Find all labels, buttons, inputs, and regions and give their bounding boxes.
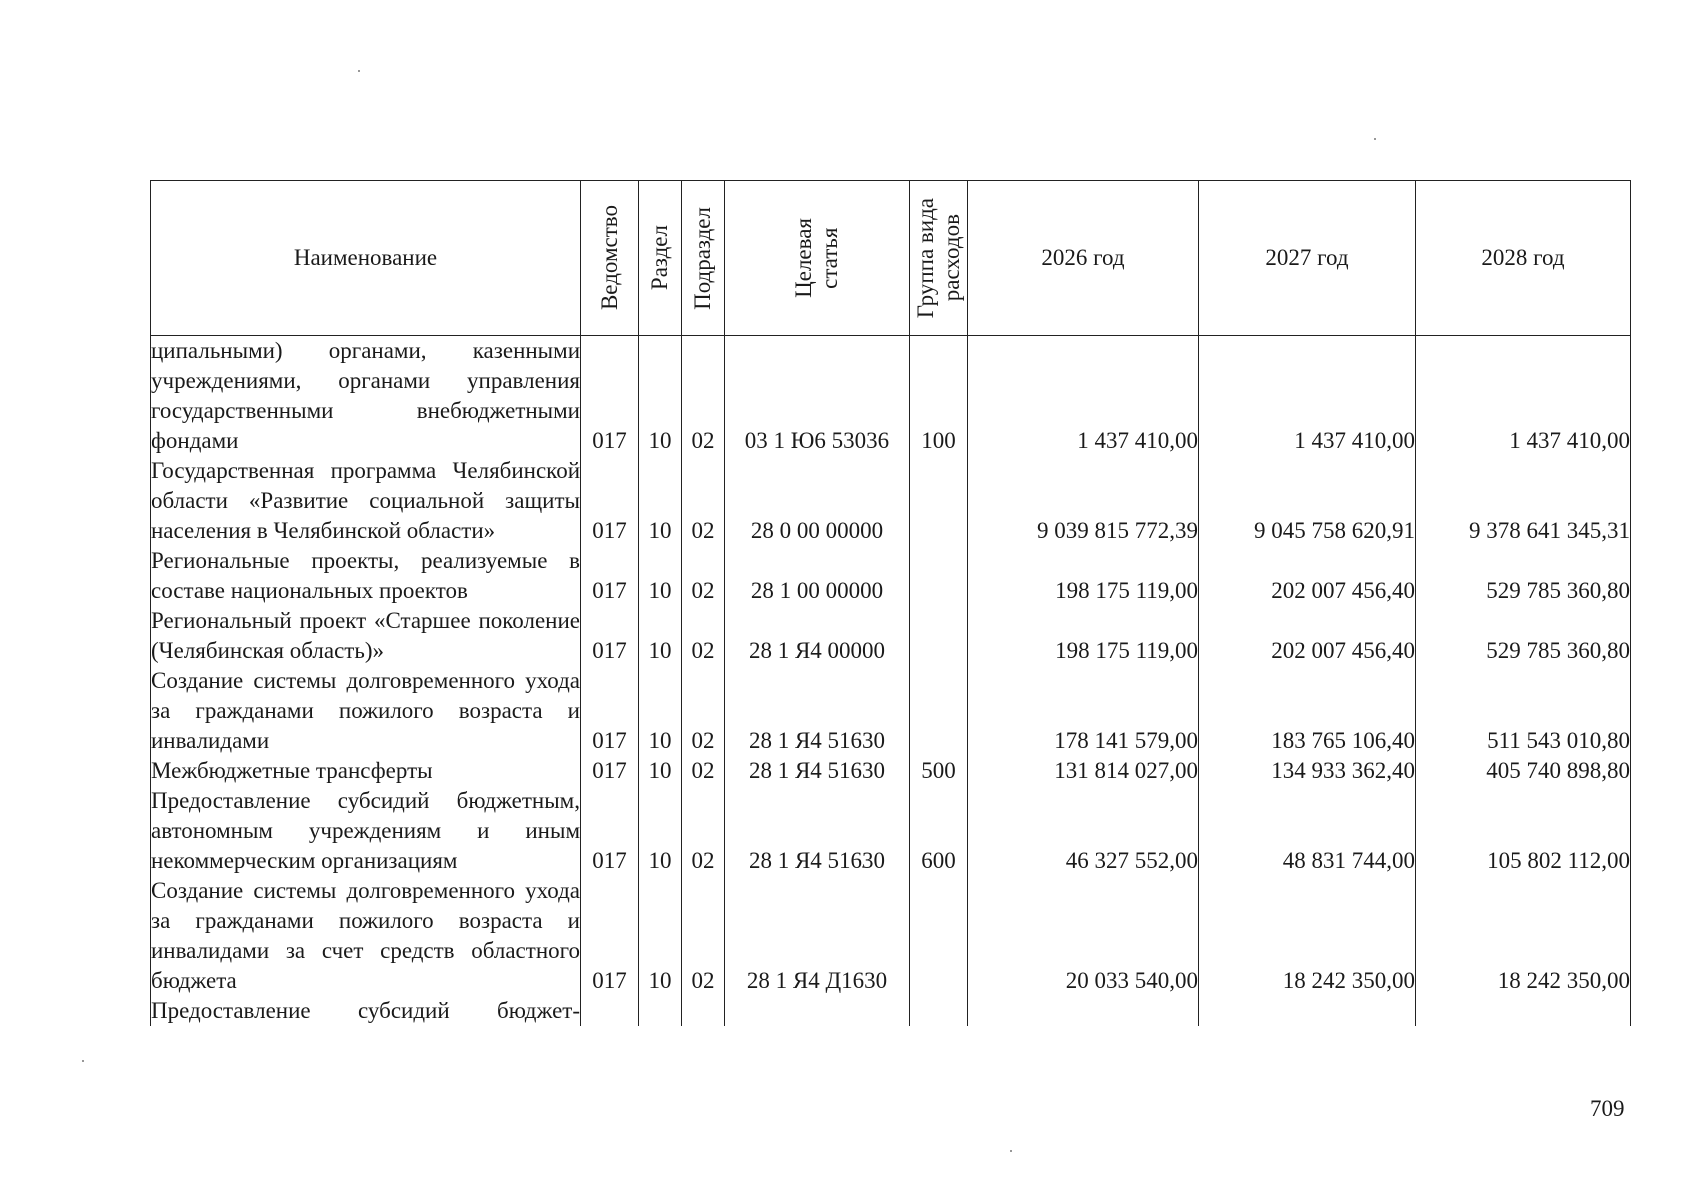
row-name: Предоставление субсидий бюджетным, автономным учреждениям и иным некоммерческим организациям (151, 786, 581, 876)
row-target-item: 28 1 Я4 51630 (725, 756, 910, 786)
table-header (151, 181, 1631, 336)
header-expense-group: Группа вида расходов (910, 181, 968, 336)
row-name: ципальными) органами, казенными учреждениями, органами управления государственными внебюджетными фондами (151, 336, 581, 457)
scan-speck (82, 1060, 84, 1062)
page-number: 709 (1590, 1096, 1625, 1121)
row-amount-2026: 198 175 119,00 (968, 546, 1199, 606)
row-department: 017 (581, 606, 639, 666)
row-department (581, 996, 639, 1026)
row-amount-2028: 105 802 112,00 (1416, 786, 1631, 876)
row-subsection: 02 (682, 876, 725, 996)
row-target-item (725, 996, 910, 1026)
header-year-2026: 2026 год (968, 181, 1199, 336)
header-section: Раздел (639, 181, 682, 336)
row-amount-2026 (968, 996, 1199, 1026)
row-target-item: 28 0 00 00000 (725, 456, 910, 546)
row-amount-2027: 18 242 350,00 (1199, 876, 1416, 996)
scan-speck (1374, 138, 1376, 140)
table-row (151, 666, 1631, 756)
table-row (151, 336, 1631, 457)
row-expense-group (910, 456, 968, 546)
row-department: 017 (581, 546, 639, 606)
row-amount-2026: 46 327 552,00 (968, 786, 1199, 876)
row-section: 10 (639, 666, 682, 756)
row-name: Создание системы долговременного ухода за гражданами пожилого возраста и инвалидами (151, 666, 581, 756)
row-section (639, 996, 682, 1026)
table-row (151, 786, 1631, 876)
header-name: Наименование (151, 181, 581, 336)
row-target-item: 03 1 Ю6 53036 (725, 336, 910, 457)
row-name: Государственная программа Челябинской области «Развитие социальной защиты населения в Челябинской области» (151, 456, 581, 546)
row-amount-2028: 9 378 641 345,31 (1416, 456, 1631, 546)
row-amount-2026: 178 141 579,00 (968, 666, 1199, 756)
row-amount-2026: 1 437 410,00 (968, 336, 1199, 457)
row-subsection (682, 996, 725, 1026)
row-subsection: 02 (682, 756, 725, 786)
row-amount-2027: 9 045 758 620,91 (1199, 456, 1416, 546)
row-section: 10 (639, 336, 682, 457)
row-subsection: 02 (682, 666, 725, 756)
header-year-2028: 2028 год (1416, 181, 1631, 336)
row-department: 017 (581, 456, 639, 546)
row-section: 10 (639, 876, 682, 996)
row-section: 10 (639, 456, 682, 546)
row-expense-group (910, 606, 968, 666)
header-year-2027: 2027 год (1199, 181, 1416, 336)
row-section: 10 (639, 756, 682, 786)
row-expense-group (910, 996, 968, 1026)
row-amount-2028: 405 740 898,80 (1416, 756, 1631, 786)
row-amount-2026: 20 033 540,00 (968, 876, 1199, 996)
row-amount-2027: 183 765 106,40 (1199, 666, 1416, 756)
row-amount-2028 (1416, 996, 1631, 1026)
row-amount-2026: 131 814 027,00 (968, 756, 1199, 786)
row-amount-2026: 198 175 119,00 (968, 606, 1199, 666)
table-body (151, 336, 1631, 1027)
row-amount-2028: 529 785 360,80 (1416, 546, 1631, 606)
row-section: 10 (639, 546, 682, 606)
row-section: 10 (639, 786, 682, 876)
row-subsection: 02 (682, 606, 725, 666)
row-subsection: 02 (682, 336, 725, 457)
row-amount-2026: 9 039 815 772,39 (968, 456, 1199, 546)
row-department: 017 (581, 876, 639, 996)
row-department: 017 (581, 756, 639, 786)
table-row (151, 996, 1631, 1026)
row-target-item: 28 1 00 00000 (725, 546, 910, 606)
header-department: Ведомство (581, 181, 639, 336)
row-department: 017 (581, 666, 639, 756)
row-name: Межбюджетные трансферты (151, 756, 581, 786)
header-target-item: Целевая статья (725, 181, 910, 336)
table-row (151, 546, 1631, 606)
row-department: 017 (581, 786, 639, 876)
row-amount-2027: 1 437 410,00 (1199, 336, 1416, 457)
row-subsection: 02 (682, 786, 725, 876)
table-row (151, 756, 1631, 786)
table-row (151, 876, 1631, 996)
scan-speck (358, 70, 360, 72)
row-expense-group: 500 (910, 756, 968, 786)
row-target-item: 28 1 Я4 00000 (725, 606, 910, 666)
budget-table (150, 180, 1631, 1026)
row-name: Региональные проекты, реализуемые в составе национальных проектов (151, 546, 581, 606)
row-amount-2027: 134 933 362,40 (1199, 756, 1416, 786)
table-row (151, 456, 1631, 546)
row-target-item: 28 1 Я4 Д1630 (725, 876, 910, 996)
row-expense-group (910, 546, 968, 606)
row-department: 017 (581, 336, 639, 457)
row-name: Предоставление субсидий бюджет- (151, 996, 581, 1026)
row-subsection: 02 (682, 456, 725, 546)
row-target-item: 28 1 Я4 51630 (725, 666, 910, 756)
row-expense-group: 100 (910, 336, 968, 457)
row-amount-2028: 1 437 410,00 (1416, 336, 1631, 457)
row-target-item: 28 1 Я4 51630 (725, 786, 910, 876)
row-amount-2027: 202 007 456,40 (1199, 606, 1416, 666)
row-expense-group (910, 666, 968, 756)
row-section: 10 (639, 606, 682, 666)
row-amount-2028: 511 543 010,80 (1416, 666, 1631, 756)
row-expense-group (910, 876, 968, 996)
row-amount-2027 (1199, 996, 1416, 1026)
row-amount-2027: 48 831 744,00 (1199, 786, 1416, 876)
row-name: Создание системы долговременного ухода за гражданами пожилого возраста и инвалидами за счет средств областного бюджета (151, 876, 581, 996)
row-name: Региональный проект «Старшее поколение (Челябинская область)» (151, 606, 581, 666)
table-row (151, 606, 1631, 666)
row-subsection: 02 (682, 546, 725, 606)
row-amount-2028: 529 785 360,80 (1416, 606, 1631, 666)
header-subsection: Подраздел (682, 181, 725, 336)
row-expense-group: 600 (910, 786, 968, 876)
row-amount-2027: 202 007 456,40 (1199, 546, 1416, 606)
scan-speck (1010, 1150, 1012, 1152)
row-amount-2028: 18 242 350,00 (1416, 876, 1631, 996)
